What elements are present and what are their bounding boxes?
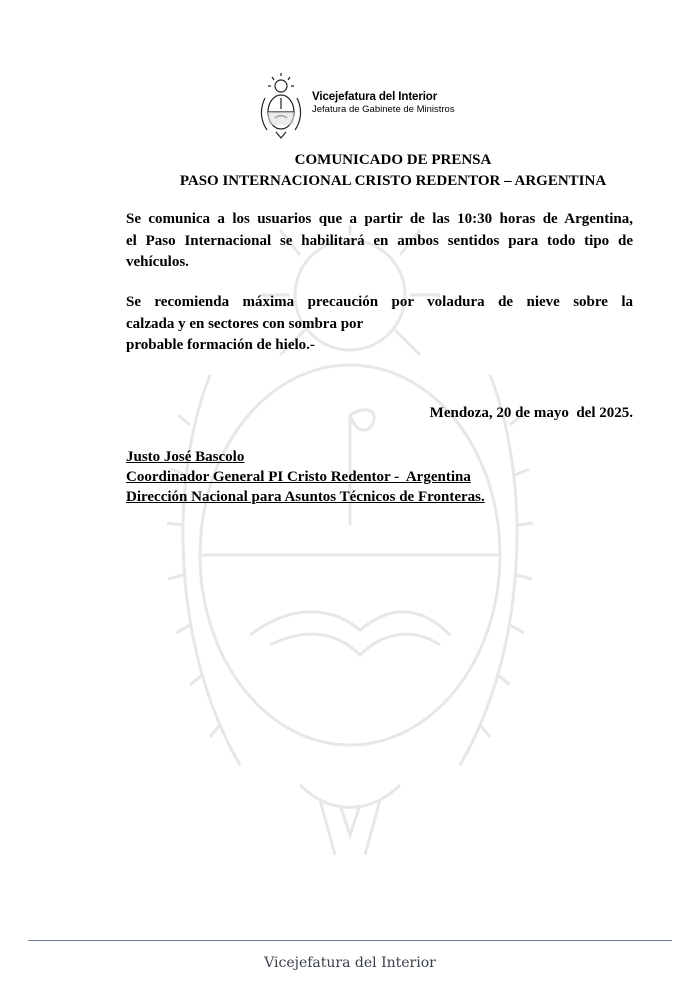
paragraph-warning xyxy=(126,292,633,357)
signatory-name: Justo José Bascolo xyxy=(126,449,245,465)
org-name: Vicejefatura del Interior xyxy=(312,91,438,103)
signatory-role: Coordinador General PI Cristo Redentor - Argentina xyxy=(126,469,471,485)
footer-text: Vicejefatura del Interior xyxy=(264,955,436,971)
document-subtitle: PASO INTERNACIONAL CRISTO REDENTOR – ARGENTINA xyxy=(179,173,607,189)
paragraph-line: el Paso Internacional se habilitará en ambos sentidos para todo tipo de xyxy=(126,232,633,249)
date-line: Mendoza, 20 de mayo del 2025. xyxy=(429,405,633,421)
paragraph-announcement xyxy=(126,209,633,274)
paragraph-line: calzada y en sectores con sombra por xyxy=(126,315,364,332)
paragraph-line: vehículos. xyxy=(126,254,189,270)
coat-of-arms-icon xyxy=(258,72,304,140)
paragraph-line: probable formación de hielo.- xyxy=(126,337,315,353)
org-subtitle: Jefatura de Gabinete de Ministros xyxy=(312,104,455,115)
document-title: COMUNICADO DE PRENSA xyxy=(294,152,492,168)
paragraph-line: Se recomienda máxima precaución por voladura de nieve sobre la xyxy=(126,294,633,310)
signatory-office: Dirección Nacional para Asuntos Técnicos de Fronteras. xyxy=(126,489,485,505)
organization-block xyxy=(312,90,455,116)
letterhead xyxy=(258,72,478,142)
signature-block xyxy=(126,447,485,507)
paragraph-line: Se comunica a los usuarios que a partir de las 10:30 horas de Argentina, xyxy=(126,211,633,227)
footer-divider xyxy=(28,940,672,941)
